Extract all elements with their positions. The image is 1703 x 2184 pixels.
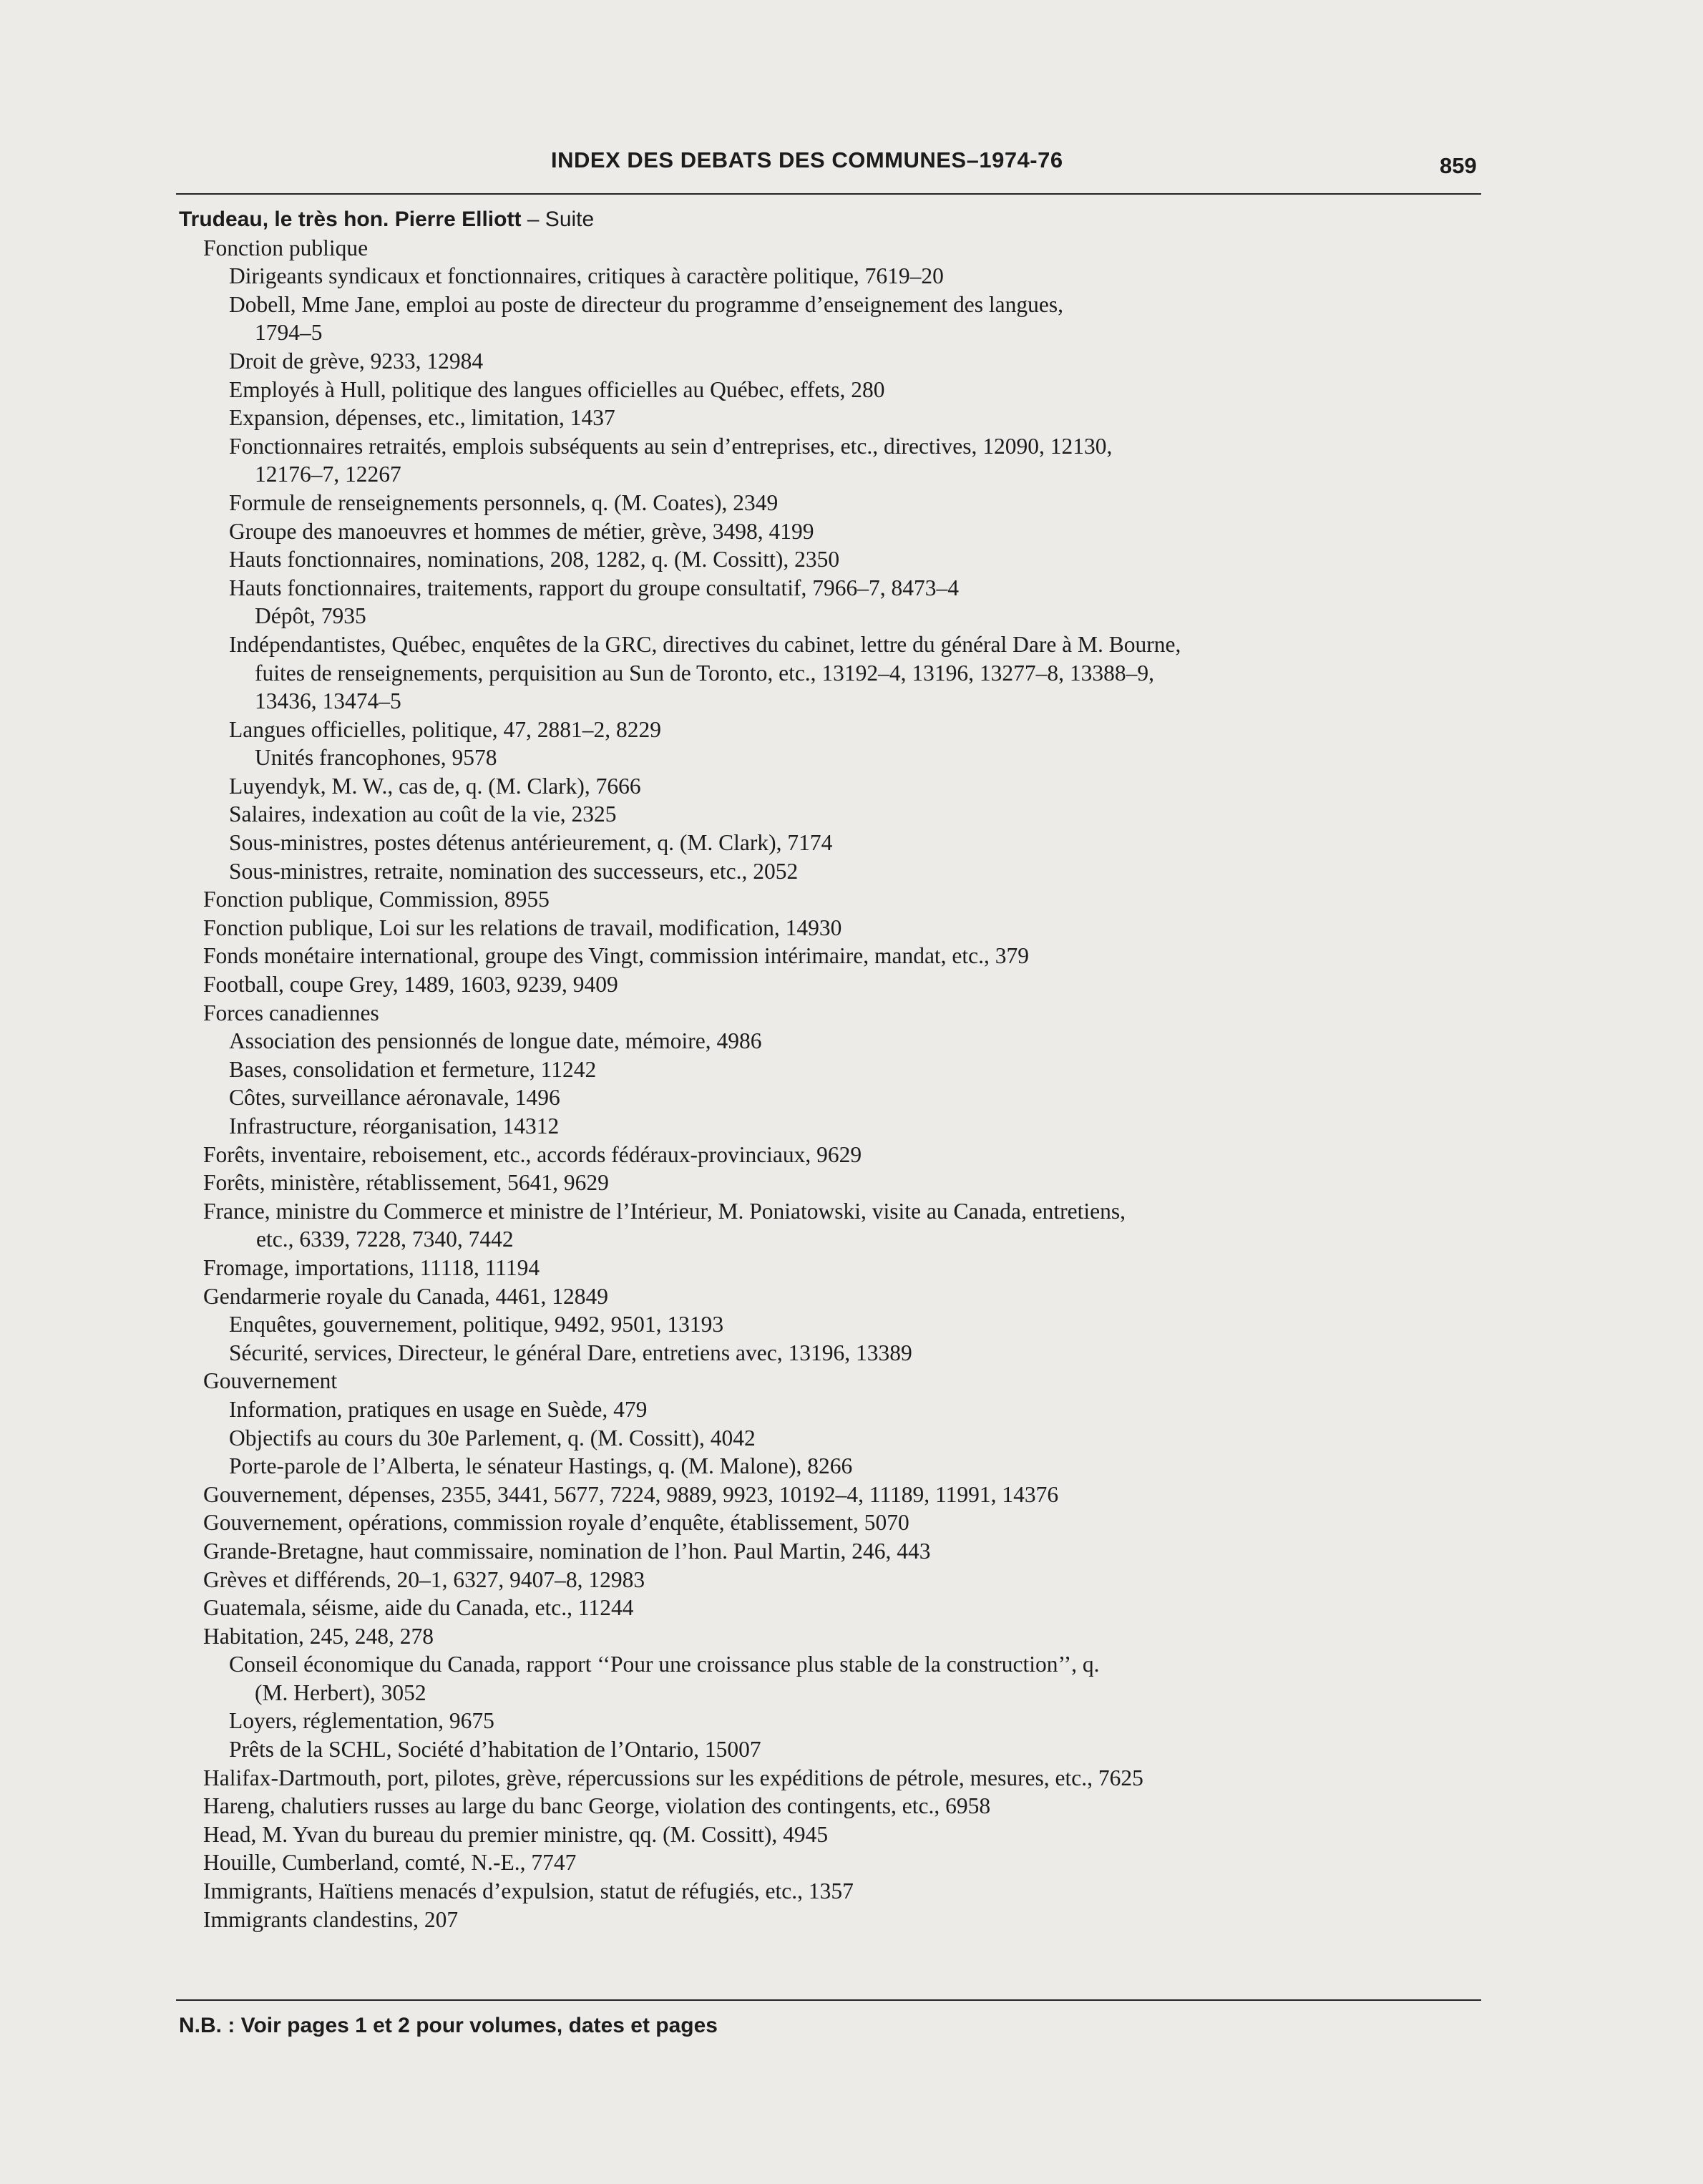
index-subentry: Employés à Hull, politique des langues officielles au Québec, effets, 280: [229, 376, 885, 402]
index-continuation: (M. Herbert), 3052: [255, 1680, 426, 1705]
index-continuation: fuites de renseignements, perquisition au Sun de Toronto, etc., 13192–4, 13196, 13277–8, 13388–9,: [255, 660, 1155, 686]
index-subentry: Côtes, surveillance aéronavale, 1496: [229, 1085, 560, 1111]
index-entry: Forêts, ministère, rétablissement, 5641, 9629: [203, 1170, 609, 1196]
page-number: 859: [1440, 153, 1477, 178]
index-entry: Fonction publique, Commission, 8955: [203, 887, 550, 912]
index-subentry: Hauts fonctionnaires, traitements, rapport du groupe consultatif, 7966–7, 8473–4: [229, 575, 960, 600]
index-subentry: Luyendyk, M. W., cas de, q. (M. Clark), 7666: [229, 773, 641, 799]
index-entry: Guatemala, séisme, aide du Canada, etc., 11244: [203, 1595, 634, 1621]
index-entry: Hareng, chalutiers russes au large du banc George, violation des contingents, etc., 6958: [203, 1793, 991, 1819]
index-entries: [179, 205, 1495, 1934]
index-continuation: 12176–7, 12267: [255, 462, 401, 487]
index-entry: Gouvernement, opérations, commission royale d’enquête, établissement, 5070: [203, 1510, 909, 1536]
index-entry: Houille, Cumberland, comté, N.-E., 7747: [203, 1850, 577, 1876]
index-continuation: Dépôt, 7935: [255, 603, 366, 629]
main-entry-suite: – Suite: [521, 208, 595, 231]
index-entry: Halifax-Dartmouth, port, pilotes, grève, répercussions sur les expéditions de pétrole, mesures, etc., 7625: [203, 1765, 1143, 1790]
index-continuation: etc., 6339, 7228, 7340, 7442: [256, 1227, 514, 1252]
index-subentry: Conseil économique du Canada, rapport ‘‘Pour une croissance plus stable de la construction’’, q.: [229, 1652, 1100, 1677]
index-entry: Gendarmerie royale du Canada, 4461, 12849: [203, 1283, 608, 1309]
index-entry: Fromage, importations, 11118, 11194: [203, 1254, 540, 1280]
index-subentry: Droit de grève, 9233, 12984: [229, 348, 484, 374]
index-entry: Fonction publique, Loi sur les relations de travail, modification, 14930: [203, 915, 842, 940]
index-entry: France, ministre du Commerce et ministre de l’Intérieur, M. Poniatowski, visite au Canada, entretiens,: [203, 1198, 1126, 1224]
index-entry: Fonction publique: [203, 235, 369, 260]
footer-rule: [176, 1999, 1481, 2001]
index-continuation: 13436, 13474–5: [255, 688, 401, 714]
header-rule: [176, 193, 1481, 195]
index-subentry: Association des pensionnés de longue date, mémoire, 4986: [229, 1028, 762, 1054]
index-subentry: Sous-ministres, retraite, nomination des successeurs, etc., 2052: [229, 858, 799, 884]
index-subentry: Langues officielles, politique, 47, 2881–2, 8229: [229, 716, 661, 742]
index-entry: Gouvernement: [203, 1368, 338, 1394]
index-subentry: Dobell, Mme Jane, emploi au poste de directeur du programme d’enseignement des langues,: [229, 291, 1064, 317]
index-entry: Fonds monétaire international, groupe des Vingt, commission intérimaire, mandat, etc., 379: [203, 943, 1030, 969]
page-header-title: INDEX DES DEBATS DES COMMUNES–1974-76: [551, 147, 1063, 172]
index-subentry: Sous-ministres, postes détenus antérieurement, q. (M. Clark), 7174: [229, 830, 833, 856]
index-subentry: Bases, consolidation et fermeture, 11242: [229, 1056, 597, 1082]
index-continuation: 1794–5: [255, 320, 323, 346]
index-subentry: Indépendantistes, Québec, enquêtes de la GRC, directives du cabinet, lettre du général Dare à M. Bourne,: [229, 631, 1181, 657]
index-subentry: Information, pratiques en usage en Suède, 479: [229, 1396, 648, 1422]
index-subentry: Sécurité, services, Directeur, le général Dare, entretiens avec, 13196, 13389: [229, 1340, 912, 1365]
index-subentry: Loyers, réglementation, 9675: [229, 1708, 494, 1734]
main-entry-name: Trudeau, le très hon. Pierre Elliott: [179, 208, 522, 231]
index-subentry: Enquêtes, gouvernement, politique, 9492, 9501, 13193: [229, 1312, 724, 1337]
main-entry-heading: [179, 205, 1495, 234]
index-subentry: Formule de renseignements personnels, q. (M. Coates), 2349: [229, 489, 779, 515]
index-subentry: Expansion, dépenses, etc., limitation, 1437: [229, 405, 615, 431]
footer-note: N.B. : Voir pages 1 et 2 pour volumes, dates et pages: [179, 2014, 718, 2037]
index-subentry: Prêts de la SCHL, Société d’habitation de l’Ontario, 15007: [229, 1737, 761, 1763]
index-subentry: Hauts fonctionnaires, nominations, 208, 1282, q. (M. Cossitt), 2350: [229, 547, 840, 572]
index-subentry: Salaires, indexation au coût de la vie, 2325: [229, 801, 617, 827]
index-entry: Head, M. Yvan du bureau du premier ministre, qq. (M. Cossitt), 4945: [203, 1821, 829, 1847]
index-entry: Immigrants clandestins, 207: [203, 1906, 459, 1932]
index-entry: Grèves et différends, 20–1, 6327, 9407–8, 12983: [203, 1566, 645, 1592]
index-subentry: Porte-parole de l’Alberta, le sénateur Hastings, q. (M. Malone), 8266: [229, 1453, 853, 1479]
index-entry: Immigrants, Haïtiens menacés d’expulsion, statut de réfugiés, etc., 1357: [203, 1878, 854, 1904]
index-entry: Gouvernement, dépenses, 2355, 3441, 5677, 7224, 9889, 9923, 10192–4, 11189, 11991, 14376: [203, 1481, 1059, 1507]
index-subentry: Infrastructure, réorganisation, 14312: [229, 1113, 560, 1139]
index-entry: Habitation, 245, 248, 278: [203, 1623, 434, 1649]
index-subentry: Groupe des manoeuvres et hommes de métier, grève, 3498, 4199: [229, 518, 814, 544]
index-entry: Forêts, inventaire, reboisement, etc., accords fédéraux-provinciaux, 9629: [203, 1141, 862, 1167]
index-subentry: Objectifs au cours du 30e Parlement, q. (M. Cossitt), 4042: [229, 1425, 756, 1451]
index-continuation: Unités francophones, 9578: [255, 745, 497, 771]
index-subentry: Dirigeants syndicaux et fonctionnaires, critiques à caractère politique, 7619–20: [229, 263, 944, 289]
index-entry: Forces canadiennes: [203, 1000, 379, 1025]
index-entry: Grande-Bretagne, haut commissaire, nomination de l’hon. Paul Martin, 246, 443: [203, 1538, 931, 1564]
index-entry: Football, coupe Grey, 1489, 1603, 9239, 9409: [203, 972, 618, 998]
index-subentry: Fonctionnaires retraités, emplois subséquents au sein d’entreprises, etc., directives, 12090, 12130,: [229, 433, 1113, 459]
